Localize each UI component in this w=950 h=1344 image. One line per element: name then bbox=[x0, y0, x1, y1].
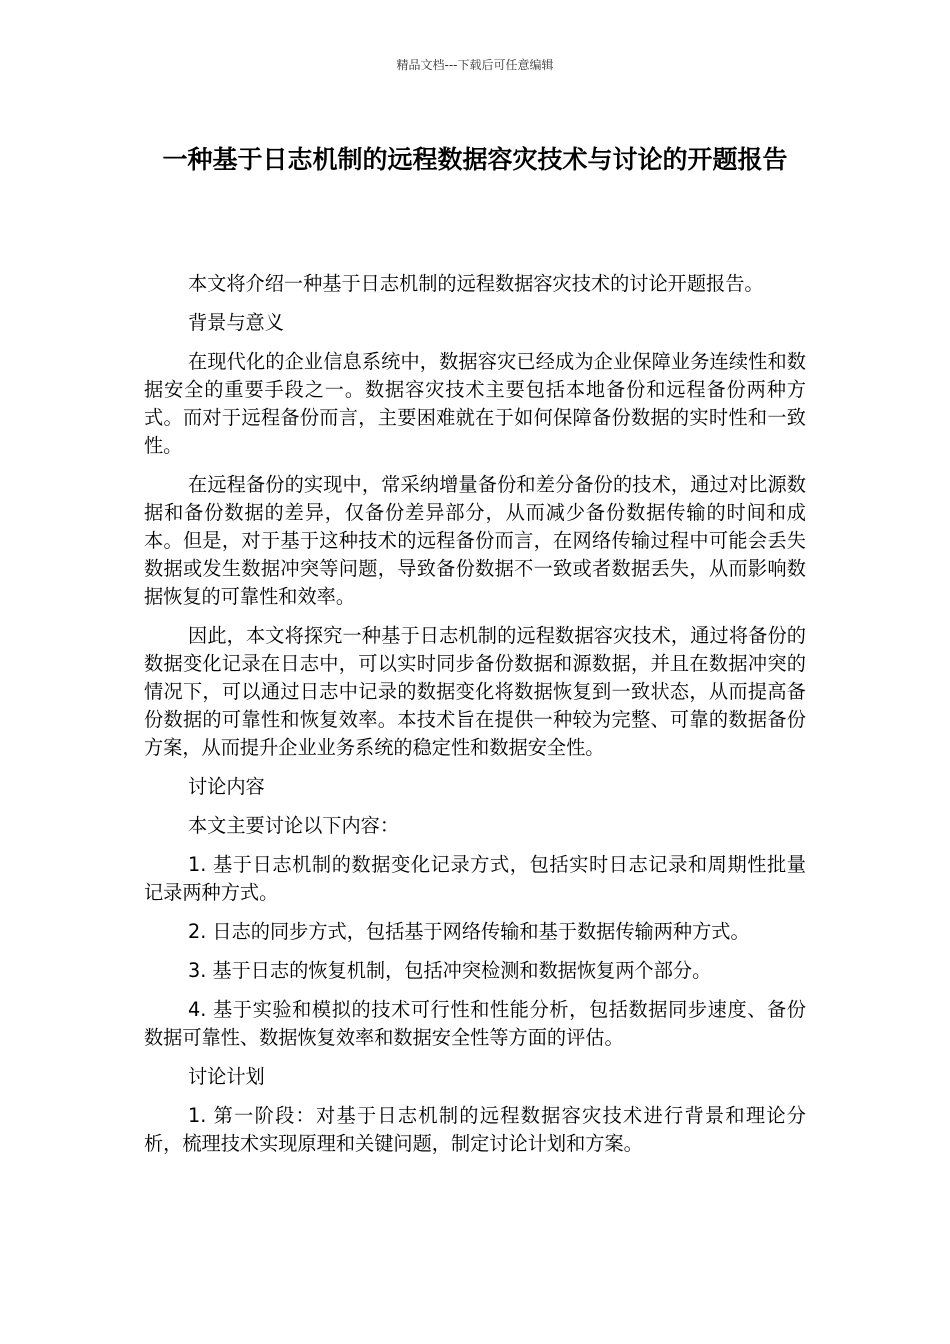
background-paragraph-3: 因此，本文将探究一种基于日志机制的远程数据容灾技术，通过将备份的数据变化记录在日志中，可以实时同步备份数据和源数据，并且在数据冲突的情况下，可以通过日志中记录的数据变化将数据恢复到一致状态，从而提高备份数据的可靠性和恢复效率。本技术旨在提供一种较为完整、可靠的数据备份方案，从而提升企业业务系统的稳定性和数据安全性。 bbox=[144, 624, 806, 759]
content-item-2: 2. 日志的同步方式，包括基于网络传输和基于数据传输两种方式。 bbox=[188, 920, 750, 943]
section-heading-background: 背景与意义 bbox=[188, 311, 284, 334]
section-heading-content: 讨论内容 bbox=[188, 775, 265, 798]
intro-paragraph: 本文将介绍一种基于日志机制的远程数据容灾技术的讨论开题报告。 bbox=[188, 272, 764, 295]
document-title: 一种基于日志机制的远程数据容灾技术与讨论的开题报告 bbox=[162, 145, 788, 174]
content-intro: 本文主要讨论以下内容： bbox=[188, 814, 400, 837]
content-item-4: 4. 基于实验和模拟的技术可行性和性能分析，包括数据同步速度、备份数据可靠性、数据恢复效率和数据安全性等方面的评估。 bbox=[144, 998, 806, 1049]
header-note: 精品文档---下载后可任意编辑 bbox=[396, 58, 554, 72]
plan-item-1: 1. 第一阶段：对基于日志机制的远程数据容灾技术进行背景和理论分析，梳理技术实现原理和关键问题，制定讨论计划和方案。 bbox=[144, 1104, 806, 1155]
section-heading-plan: 讨论计划 bbox=[188, 1065, 265, 1088]
content-item-1: 1. 基于日志机制的数据变化记录方式，包括实时日志记录和周期性批量记录两种方式。 bbox=[144, 853, 806, 904]
content-item-3: 3. 基于日志的恢复机制，包括冲突检测和数据恢复两个部分。 bbox=[188, 959, 712, 982]
background-paragraph-2: 在远程备份的实现中，常采纳增量备份和差分备份的技术，通过对比源数据和备份数据的差异，仅备份差异部分，从而减少备份数据传输的时间和成本。但是，对于基于这种技术的远程备份而言，在网络传输过程中可能会丢失数据或发生数据冲突等问题，导致备份数据不一致或者数据丢失，从而影响数据恢复的可靠性和效率。 bbox=[144, 473, 806, 608]
document-body bbox=[144, 270, 806, 1169]
background-paragraph-1: 在现代化的企业信息系统中，数据容灾已经成为企业保障业务连续性和数据安全的重要手段之一。数据容灾技术主要包括本地备份和远程备份两种方式。而对于远程备份而言，主要困难就在于如何保障备份数据的实时性和一致性。 bbox=[144, 350, 806, 457]
